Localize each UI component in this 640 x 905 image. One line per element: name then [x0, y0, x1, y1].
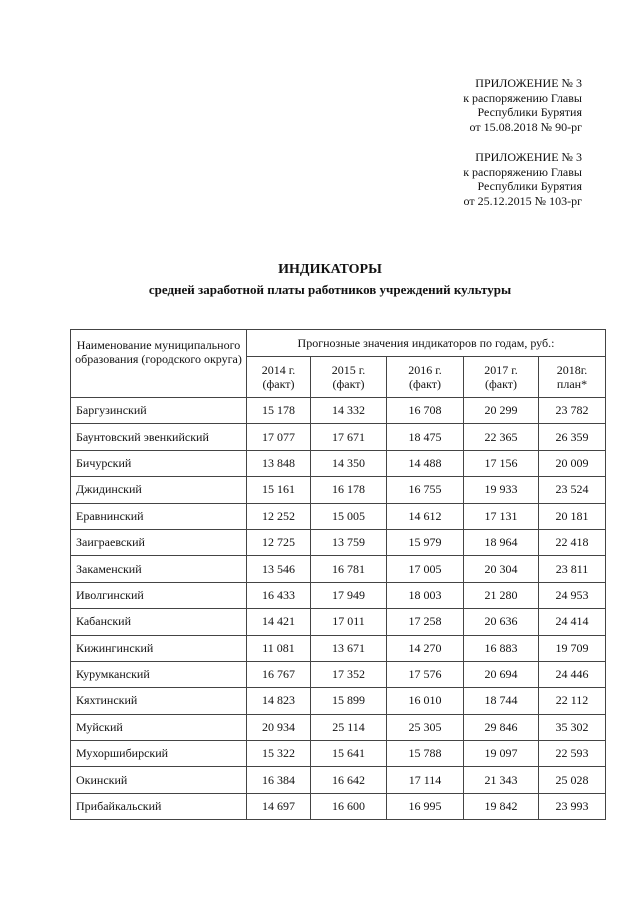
- salary-value: 15 161: [247, 477, 311, 503]
- salary-value: 13 759: [311, 529, 387, 555]
- year-label: 2016 г.: [408, 363, 442, 377]
- municipality-name: Кяхтинский: [71, 688, 247, 714]
- salary-value: 25 305: [387, 714, 464, 740]
- salary-value: 17 005: [387, 556, 464, 582]
- salary-value: 16 995: [387, 793, 464, 819]
- salary-value: 24 414: [539, 609, 606, 635]
- year-label: 2017 г.: [484, 363, 518, 377]
- salary-value: 14 270: [387, 635, 464, 661]
- salary-value: 15 641: [311, 741, 387, 767]
- appendix-title: ПРИЛОЖЕНИЕ № 3: [475, 76, 582, 90]
- salary-value: 19 097: [464, 741, 539, 767]
- appendix-current-header: [463, 76, 582, 134]
- salary-value: 17 156: [464, 450, 539, 476]
- salary-value: 18 003: [387, 582, 464, 608]
- salary-value: 35 302: [539, 714, 606, 740]
- salary-value: 12 252: [247, 503, 311, 529]
- municipality-name: Курумканский: [71, 661, 247, 687]
- salary-value: 14 823: [247, 688, 311, 714]
- municipality-name: Джидинский: [71, 477, 247, 503]
- salary-value: 13 671: [311, 635, 387, 661]
- salary-value: 16 755: [387, 477, 464, 503]
- appendix-previous-header: [463, 150, 582, 208]
- year-column-header: [247, 357, 311, 398]
- salary-value: 14 488: [387, 450, 464, 476]
- forecast-group-header: Прогнозные значения индикаторов по годам, руб.:: [247, 330, 606, 357]
- table-row: [71, 556, 606, 582]
- salary-value: 16 781: [311, 556, 387, 582]
- table-row: [71, 609, 606, 635]
- appendix-republic-line: Республики Бурятия: [477, 179, 582, 193]
- salary-value: 13 848: [247, 450, 311, 476]
- salary-value: 15 899: [311, 688, 387, 714]
- salary-value: 17 258: [387, 609, 464, 635]
- salary-value: 26 359: [539, 424, 606, 450]
- year-column-header: [311, 357, 387, 398]
- table-row: [71, 582, 606, 608]
- municipality-name: Еравнинский: [71, 503, 247, 529]
- document-title: ИНДИКАТОРЫ: [278, 262, 382, 277]
- salary-value: 18 744: [464, 688, 539, 714]
- table-row: [71, 450, 606, 476]
- salary-value: 16 600: [311, 793, 387, 819]
- salary-value: 17 576: [387, 661, 464, 687]
- salary-value: 15 178: [247, 398, 311, 424]
- table-row: [71, 424, 606, 450]
- salary-value: 23 811: [539, 556, 606, 582]
- salary-value: 20 636: [464, 609, 539, 635]
- salary-value: 20 934: [247, 714, 311, 740]
- table-row: [71, 793, 606, 819]
- table-row: [71, 741, 606, 767]
- salary-value: 18 475: [387, 424, 464, 450]
- table-row: [71, 714, 606, 740]
- salary-value: 16 433: [247, 582, 311, 608]
- table-row: [71, 635, 606, 661]
- salary-value: 25 114: [311, 714, 387, 740]
- year-column-header: [464, 357, 539, 398]
- salary-value: 15 005: [311, 503, 387, 529]
- table-row: [71, 529, 606, 555]
- salary-value: 17 077: [247, 424, 311, 450]
- salary-value: 22 593: [539, 741, 606, 767]
- year-status: (факт): [408, 377, 441, 391]
- salary-value: 11 081: [247, 635, 311, 661]
- salary-value: 17 949: [311, 582, 387, 608]
- year-status: (факт): [332, 377, 365, 391]
- year-label: 2014 г.: [261, 363, 296, 377]
- salary-value: 16 642: [311, 767, 387, 793]
- salary-value: 16 010: [387, 688, 464, 714]
- salary-value: 14 697: [247, 793, 311, 819]
- municipality-name: Кабанский: [71, 609, 247, 635]
- table-row: [71, 661, 606, 687]
- salary-value: 14 332: [311, 398, 387, 424]
- salary-value: 29 846: [464, 714, 539, 740]
- salary-value: 20 304: [464, 556, 539, 582]
- municipality-name: Закаменский: [71, 556, 247, 582]
- salary-value: 16 767: [247, 661, 311, 687]
- municipality-name: Бичурский: [71, 450, 247, 476]
- salary-value: 23 524: [539, 477, 606, 503]
- salary-value: 16 708: [387, 398, 464, 424]
- appendix-title: ПРИЛОЖЕНИЕ № 3: [475, 150, 582, 164]
- year-status: (факт): [262, 377, 295, 391]
- year-status: план*: [556, 377, 588, 391]
- appendix-order-line: к распоряжению Главы: [463, 164, 582, 179]
- table-row: [71, 398, 606, 424]
- salary-value: 19 709: [539, 635, 606, 661]
- salary-value: 19 842: [464, 793, 539, 819]
- salary-value: 23 782: [539, 398, 606, 424]
- salary-value: 22 365: [464, 424, 539, 450]
- table-row: [71, 477, 606, 503]
- salary-value: 20 299: [464, 398, 539, 424]
- salary-value: 17 352: [311, 661, 387, 687]
- salary-value: 21 280: [464, 582, 539, 608]
- year-label: 2015 г.: [331, 363, 366, 377]
- salary-value: 14 612: [387, 503, 464, 529]
- municipality-name: Мухоршибирский: [71, 741, 247, 767]
- salary-value: 20 181: [539, 503, 606, 529]
- salary-value: 17 114: [387, 767, 464, 793]
- salary-value: 12 725: [247, 529, 311, 555]
- salary-value: 16 178: [311, 477, 387, 503]
- year-column-header: [539, 357, 606, 398]
- table-row: [71, 767, 606, 793]
- salary-value: 15 322: [247, 741, 311, 767]
- salary-value: 17 671: [311, 424, 387, 450]
- salary-value: 14 350: [311, 450, 387, 476]
- year-status: (факт): [484, 377, 517, 391]
- salary-value: 17 131: [464, 503, 539, 529]
- salary-value: 20 009: [539, 450, 606, 476]
- table-row: [71, 688, 606, 714]
- municipality-name: Окинский: [71, 767, 247, 793]
- salary-value: 23 993: [539, 793, 606, 819]
- table-row: [71, 503, 606, 529]
- salary-value: 22 418: [539, 529, 606, 555]
- salary-value: 15 788: [387, 741, 464, 767]
- salary-value: 19 933: [464, 477, 539, 503]
- salary-value: 15 979: [387, 529, 464, 555]
- year-column-header: [387, 357, 464, 398]
- salary-value: 17 011: [311, 609, 387, 635]
- municipality-name: Иволгинский: [71, 582, 247, 608]
- municipality-name: Заиграевский: [71, 529, 247, 555]
- document-subtitle: средней заработной платы работников учреждений культуры: [148, 282, 512, 297]
- salary-value: 16 384: [247, 767, 311, 793]
- municipality-name: Кижингинский: [71, 635, 247, 661]
- municipality-name: Муйский: [71, 714, 247, 740]
- salary-value: 13 546: [247, 556, 311, 582]
- salary-value: 16 883: [464, 635, 539, 661]
- appendix-order-line: к распоряжению Главы: [463, 90, 582, 105]
- salary-value: 14 421: [247, 609, 311, 635]
- year-label: 2018г.: [556, 363, 588, 377]
- salary-value: 20 694: [464, 661, 539, 687]
- salary-value: 21 343: [464, 767, 539, 793]
- municipality-name: Баргузинский: [71, 398, 247, 424]
- salary-value: 24 953: [539, 582, 606, 608]
- indicators-table: [70, 329, 606, 820]
- municipality-name: Прибайкальский: [71, 793, 247, 819]
- salary-value: 25 028: [539, 767, 606, 793]
- salary-value: 22 112: [539, 688, 606, 714]
- name-column-header: Наименование муниципального образования (городского округа): [71, 330, 247, 398]
- appendix-republic-line: Республики Бурятия: [477, 105, 582, 119]
- appendix-date-number: от 25.12.2015 № 103-рг: [463, 193, 582, 208]
- municipality-name: Баунтовский эвенкийский: [71, 424, 247, 450]
- salary-value: 18 964: [464, 529, 539, 555]
- appendix-date-number: от 15.08.2018 № 90-рг: [469, 119, 582, 134]
- salary-value: 24 446: [539, 661, 606, 687]
